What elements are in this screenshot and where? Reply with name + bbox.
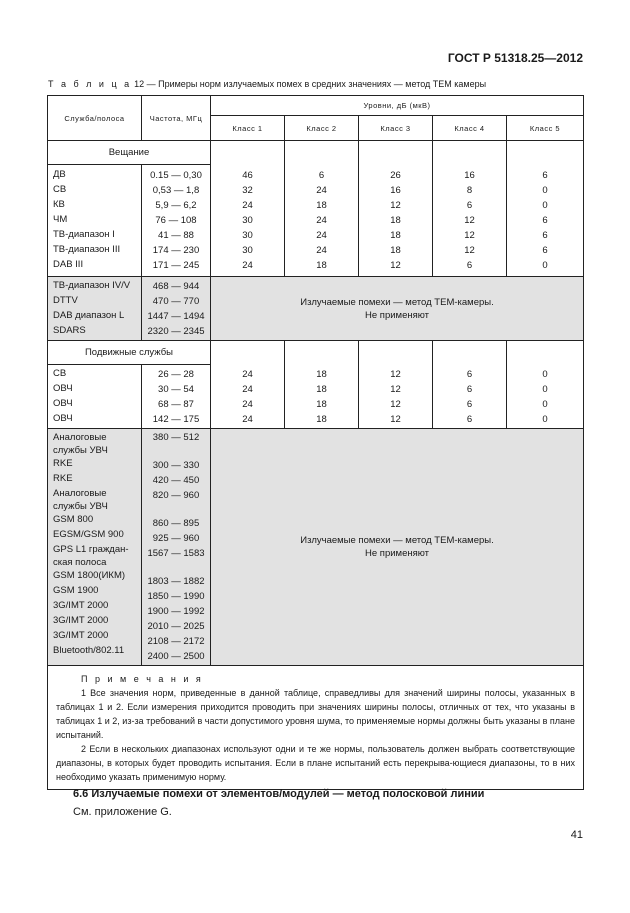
- level-value: 18: [390, 230, 401, 241]
- not-applicable-note-1: [211, 277, 584, 341]
- table-cell: 925 — 960: [152, 533, 200, 544]
- table-cell: GSM 800: [53, 514, 94, 525]
- level-value: 18: [316, 369, 327, 380]
- level-value: 18: [390, 215, 401, 226]
- table-notes: [48, 666, 584, 790]
- level-value: 6: [466, 414, 473, 425]
- na-line-2: Не применяют: [365, 548, 430, 559]
- header-class-3: Класс 3: [359, 116, 433, 141]
- notes-title: П р и м е ч а н и я: [81, 674, 204, 684]
- level-value: 24: [316, 185, 327, 196]
- mobile-services: [48, 365, 142, 429]
- table-cell: GPS L1 граждан-ская полоса: [53, 544, 129, 568]
- level-value: 6: [542, 170, 548, 181]
- table-caption: [48, 79, 486, 89]
- group2-frequencies: [142, 429, 211, 666]
- level-value: 12: [390, 200, 401, 211]
- level-value: 18: [316, 399, 327, 410]
- level-value: 0: [542, 260, 548, 271]
- level-value: 6: [466, 200, 473, 211]
- table-cell: ЧМ: [53, 214, 68, 225]
- table-cell: 26 — 28: [158, 369, 194, 380]
- table-cell: RKE: [53, 473, 73, 484]
- table-cell: Аналоговые службы УВЧ: [53, 488, 108, 512]
- table-cell: ОВЧ: [53, 383, 73, 394]
- section-text: См. приложение G.: [73, 806, 172, 818]
- na-line-2: Не применяют: [365, 309, 430, 321]
- level-value: 24: [242, 369, 253, 380]
- note-1: 1 Все значения норм, приведенные в данной таблице, справедливы для значений ширины полосы, указанных в таблицах 1 и 2. Если измерения приходится проводить при значениях ширины полосы, отличных от тех, что указаны в таблицах 1 и 2, из-за требований в части допустимого уровня шума, то применяемые нормы должны быть указаны в плане испытаний.: [56, 688, 576, 740]
- level-value: 6: [318, 170, 325, 181]
- level-value: 12: [390, 260, 401, 271]
- level-value: 46: [242, 170, 253, 181]
- table-cell: SDARS: [53, 325, 86, 336]
- level-class-2-column: [285, 341, 359, 429]
- table-cell: 1803 — 1882: [147, 576, 205, 587]
- level-value: 0: [542, 414, 548, 425]
- na-line-1: Излучаемые помехи — метод ТЕМ-камеры.: [300, 535, 494, 546]
- level-value: 8: [466, 185, 473, 196]
- header-class-4: Класс 4: [433, 116, 507, 141]
- level-value: 30: [242, 215, 253, 226]
- group1-services: [48, 277, 142, 341]
- level-value: 32: [242, 185, 253, 196]
- group1-frequencies: [142, 277, 211, 341]
- section-broadcast-title: Вещание: [48, 141, 211, 165]
- level-class-5-column: [507, 141, 584, 277]
- table-cell: 76 — 108: [155, 215, 197, 226]
- level-value: 30: [242, 230, 253, 241]
- table-cell: DTTV: [53, 295, 78, 306]
- level-class-2-column: [285, 141, 359, 277]
- table-cell: 3G/IMT 2000: [53, 600, 109, 611]
- table-cell: 860 — 895: [152, 518, 200, 529]
- level-value: 6: [466, 260, 473, 271]
- level-class-5-column: [507, 341, 584, 429]
- level-value: 12: [390, 369, 401, 380]
- table-cell: Bluetooth/802.11: [53, 645, 125, 656]
- level-value: 18: [316, 200, 327, 211]
- table-cell: 1447 — 1494: [147, 311, 205, 322]
- table-cell: 420 — 450: [152, 475, 200, 486]
- table-cell: 468 — 944: [152, 281, 200, 292]
- table-cell: 1900 — 1992: [147, 606, 205, 617]
- table-cell: DAB III: [53, 259, 84, 270]
- table-cell: 174 — 230: [152, 245, 200, 256]
- broadcast-services: [48, 165, 142, 277]
- level-value: 0: [542, 185, 548, 196]
- level-value: 24: [242, 384, 253, 395]
- level-value: 18: [390, 245, 401, 256]
- caption-text: 12 — Примеры норм излучаемых помех в средних значениях — метод ТЕМ камеры: [131, 79, 487, 89]
- section-mobile-title: Подвижные службы: [48, 341, 211, 365]
- level-value: 12: [464, 245, 475, 256]
- level-value: 12: [390, 399, 401, 410]
- level-value: 6: [542, 245, 548, 256]
- level-value: 24: [242, 200, 253, 211]
- table-cell: 41 — 88: [158, 230, 194, 241]
- level-value: 12: [464, 215, 475, 226]
- caption-label: Т а б л и ц а: [48, 79, 132, 89]
- table-cell: 2400 — 2500: [147, 651, 205, 662]
- table-cell: 2010 — 2025: [147, 621, 205, 632]
- level-value: 0: [542, 369, 548, 380]
- table-cell: ТВ-диапазон III: [53, 244, 121, 255]
- level-value: 6: [542, 215, 548, 226]
- table-cell: 171 — 245: [152, 260, 200, 271]
- header-class-5: Класс 5: [507, 116, 584, 141]
- section-heading: 6.6 Излучаемые помехи от элементов/модулей — метод полосковой линии: [73, 788, 485, 800]
- level-class-1-column: [211, 141, 285, 277]
- level-value: 18: [316, 414, 327, 425]
- table-cell: RKE: [53, 458, 73, 469]
- table-cell: 1567 — 1583: [147, 548, 205, 559]
- table-cell: GSM 1800(ИКМ): [53, 570, 126, 581]
- level-class-4-column: [433, 341, 507, 429]
- level-value: 16: [464, 170, 475, 181]
- header-service: Служба/полоса: [48, 96, 142, 141]
- group2-services: [48, 429, 142, 666]
- level-value: 0: [542, 399, 548, 410]
- table-cell: ТВ-диапазон IV/V: [53, 280, 131, 291]
- level-value: 26: [390, 170, 401, 181]
- table-cell: СВ: [53, 368, 67, 379]
- level-value: 6: [542, 230, 548, 241]
- level-value: 24: [242, 399, 253, 410]
- level-value: 24: [316, 215, 327, 226]
- limits-table: [47, 95, 584, 790]
- broadcast-frequencies: [142, 165, 211, 277]
- table-cell: СВ: [53, 184, 67, 195]
- level-class-3-column: [359, 341, 433, 429]
- level-value: 12: [464, 230, 475, 241]
- table-cell: 142 — 175: [152, 414, 200, 425]
- level-value: 0: [542, 200, 548, 211]
- na-line-1: Излучаемые помехи — метод ТЕМ-камеры.: [300, 296, 494, 308]
- table-cell: ОВЧ: [53, 413, 73, 424]
- header-frequency: Частота, МГц: [142, 96, 211, 141]
- level-value: 12: [390, 414, 401, 425]
- table-cell: 470 — 770: [152, 296, 200, 307]
- table-cell: Аналоговые службы УВЧ: [53, 432, 108, 456]
- level-value: 30: [242, 245, 253, 256]
- header-levels: Уровни, дБ (мкВ): [211, 96, 584, 116]
- table-cell: DAB диапазон L: [53, 310, 125, 321]
- not-applicable-note-2: [211, 429, 584, 666]
- table-cell: 2320 — 2345: [147, 326, 205, 337]
- header-class-1: Класс 1: [211, 116, 285, 141]
- level-value: 6: [466, 384, 473, 395]
- table-cell: 3G/IMT 2000: [53, 630, 109, 641]
- document-code: ГОСТ Р 51318.25—2012: [447, 51, 583, 65]
- table-cell: 30 — 54: [158, 384, 194, 395]
- level-value: 18: [316, 260, 327, 271]
- table-cell: GSM 1900: [53, 585, 99, 596]
- table-cell: 2108 — 2172: [147, 636, 205, 647]
- level-class-4-column: [433, 141, 507, 277]
- mobile-frequencies: [142, 365, 211, 429]
- level-class-1-column: [211, 341, 285, 429]
- table-cell: 820 — 960: [152, 490, 200, 501]
- level-value: 12: [390, 384, 401, 395]
- level-value: 6: [466, 369, 473, 380]
- header-class-2: Класс 2: [285, 116, 359, 141]
- level-value: 6: [466, 399, 473, 410]
- level-value: 24: [316, 245, 327, 256]
- table-cell: 5,9 — 6,2: [155, 200, 197, 211]
- page-number: 41: [570, 829, 583, 841]
- table-cell: 380 — 512: [152, 432, 200, 443]
- level-value: 16: [390, 185, 401, 196]
- table-cell: ДВ: [53, 169, 66, 180]
- table-cell: 68 — 87: [158, 399, 194, 410]
- table-cell: 3G/IMT 2000: [53, 615, 109, 626]
- level-value: 24: [316, 230, 327, 241]
- table-cell: 300 — 330: [152, 460, 200, 471]
- table-cell: EGSM/GSM 900: [53, 529, 124, 540]
- level-value: 0: [542, 384, 548, 395]
- table-cell: ОВЧ: [53, 398, 73, 409]
- level-class-3-column: [359, 141, 433, 277]
- table-cell: 1850 — 1990: [147, 591, 205, 602]
- table-cell: 0.15 — 0,30: [150, 170, 202, 181]
- level-value: 24: [242, 260, 253, 271]
- table-cell: КВ: [53, 199, 65, 210]
- level-value: 18: [316, 384, 327, 395]
- level-value: 24: [242, 414, 253, 425]
- table-cell: ТВ-диапазон I: [53, 229, 115, 240]
- table-cell: 0,53 — 1,8: [152, 185, 200, 196]
- note-2: 2 Если в нескольких диапазонах используют одни и те же нормы, пользователь должен выбрать соответствующие диапазоны, в которых будет проводить испытания. Если в плане испытаний есть перекрыва-ющиеся диапазоны, то в них необходимо указать применимую норму.: [56, 744, 576, 782]
